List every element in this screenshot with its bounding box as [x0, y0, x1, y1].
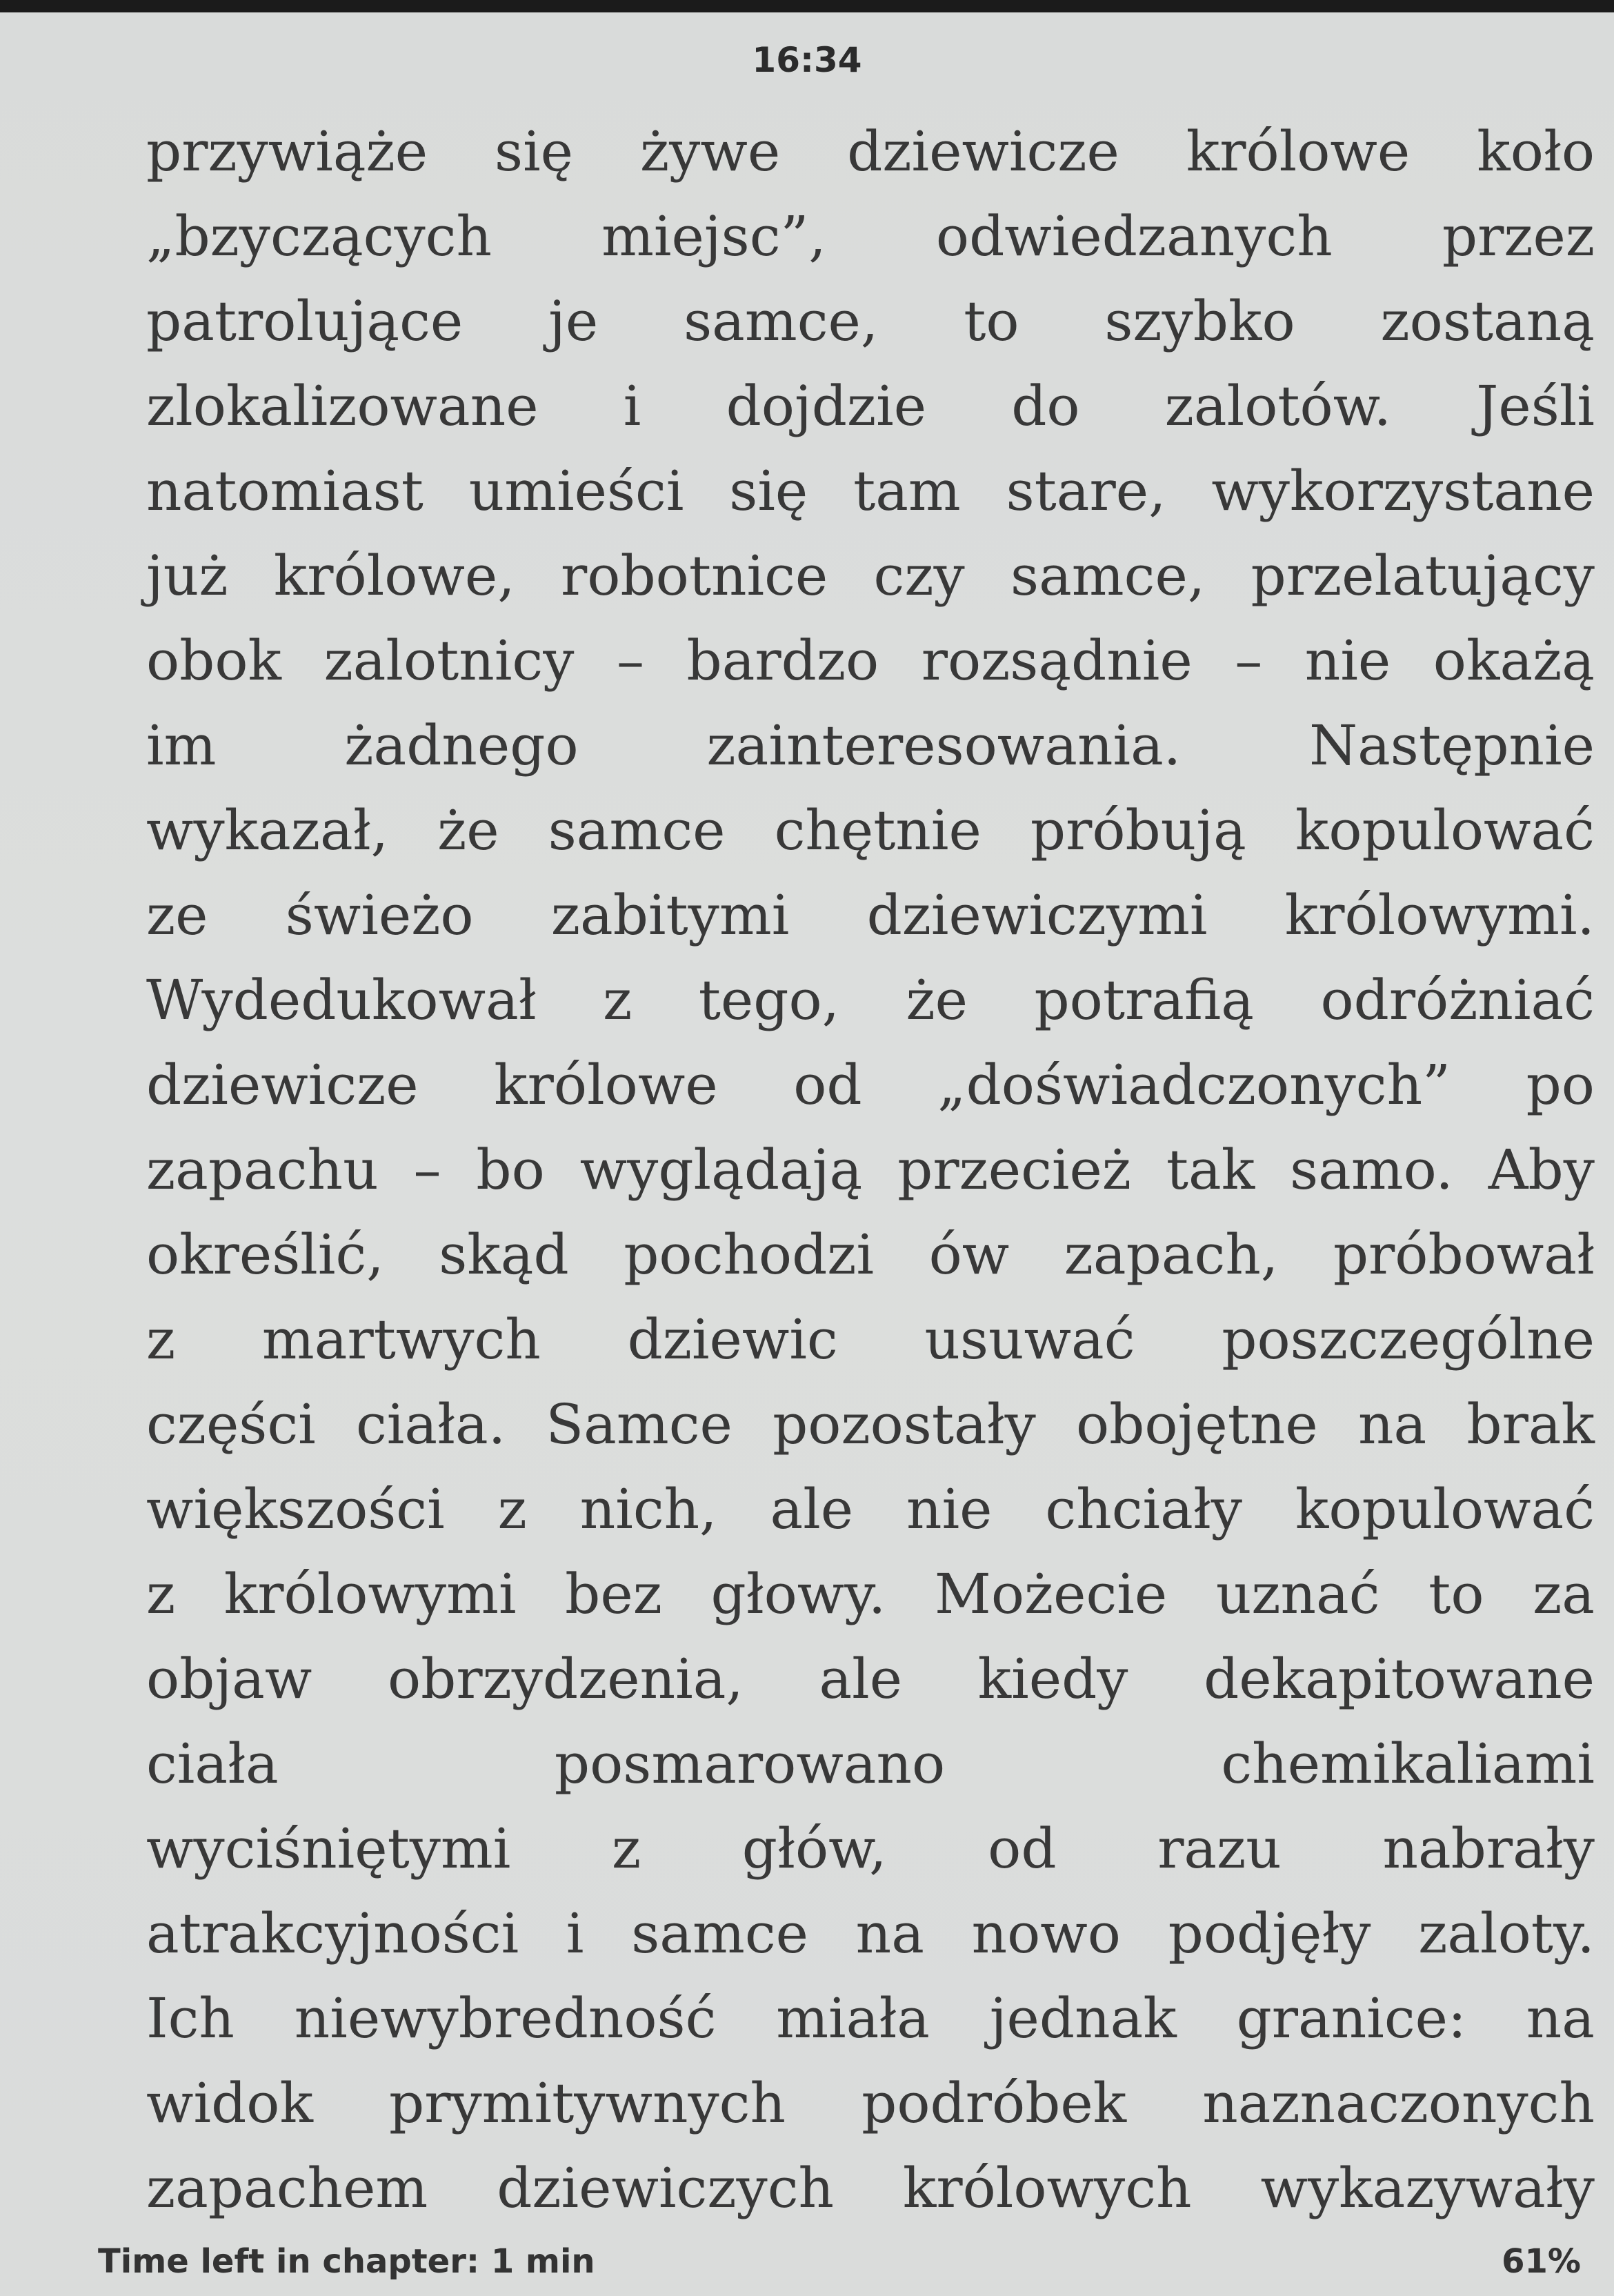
text-line: ciała posmarowano chemikaliami: [146, 1732, 1595, 1796]
text-line: wykazał, że samce chętnie próbują kopulować: [146, 798, 1595, 862]
text-line: z królowymi bez głowy. Możecie uznać to za: [146, 1562, 1595, 1626]
text-line: z martwych dziewic usuwać poszczególne: [146, 1307, 1595, 1372]
text-line: obok zalotnicy – bardzo rozsądnie – nie okażą: [146, 629, 1595, 693]
reader-screen[interactable]: [0, 12, 1614, 2296]
text-line: przywiąże się żywe dziewicze królowe koło: [146, 119, 1595, 184]
text-line: określić, skąd pochodzi ów zapach, próbował: [146, 1223, 1595, 1287]
text-line: większości z nich, ale nie chciały kopulować: [146, 1477, 1595, 1541]
text-line: Wydedukował z tego, że potrafią odróżniać: [146, 968, 1595, 1032]
text-line: zapachu – bo wyglądają przecież tak samo. Aby: [146, 1138, 1595, 1202]
text-line: natomiast umieści się tam stare, wykorzystane: [146, 459, 1595, 523]
text-line: widok prymitywnych podróbek naznaczonych: [146, 2071, 1595, 2135]
text-line: im żadnego zainteresowania. Następnie: [146, 713, 1595, 778]
text-line: już królowe, robotnice czy samce, przelatujący: [146, 544, 1595, 608]
text-line: objaw obrzydzenia, ale kiedy dekapitowane: [146, 1647, 1595, 1711]
text-line: dziewicze królowe od „doświadczonych” po: [146, 1053, 1595, 1117]
text-line: zlokalizowane i dojdzie do zalotów. Jeśli: [146, 374, 1595, 438]
status-clock: 16:34: [752, 40, 862, 80]
text-line: zapachem dziewiczych królowych wykazywały: [146, 2156, 1595, 2220]
reading-progress: 61%: [1502, 2242, 1581, 2281]
text-line: wyciśniętymi z głów, od razu nabrały: [146, 1817, 1595, 1881]
text-line: Ich niewybredność miała jednak granice: na: [146, 1986, 1595, 2050]
text-line: części ciała. Samce pozostały obojętne na brak: [146, 1392, 1595, 1456]
text-line: patrolujące je samce, to szybko zostaną: [146, 289, 1595, 353]
book-page-text[interactable]: [146, 109, 1595, 2230]
text-line: atrakcyjności i samce na nowo podjęły zaloty.: [146, 1901, 1595, 1966]
text-line: „bzyczących miejsc”, odwiedzanych przez: [146, 204, 1595, 268]
time-left-in-chapter: Time left in chapter: 1 min: [98, 2242, 595, 2281]
text-line: ze świeżo zabitymi dziewiczymi królowymi.: [146, 883, 1595, 947]
